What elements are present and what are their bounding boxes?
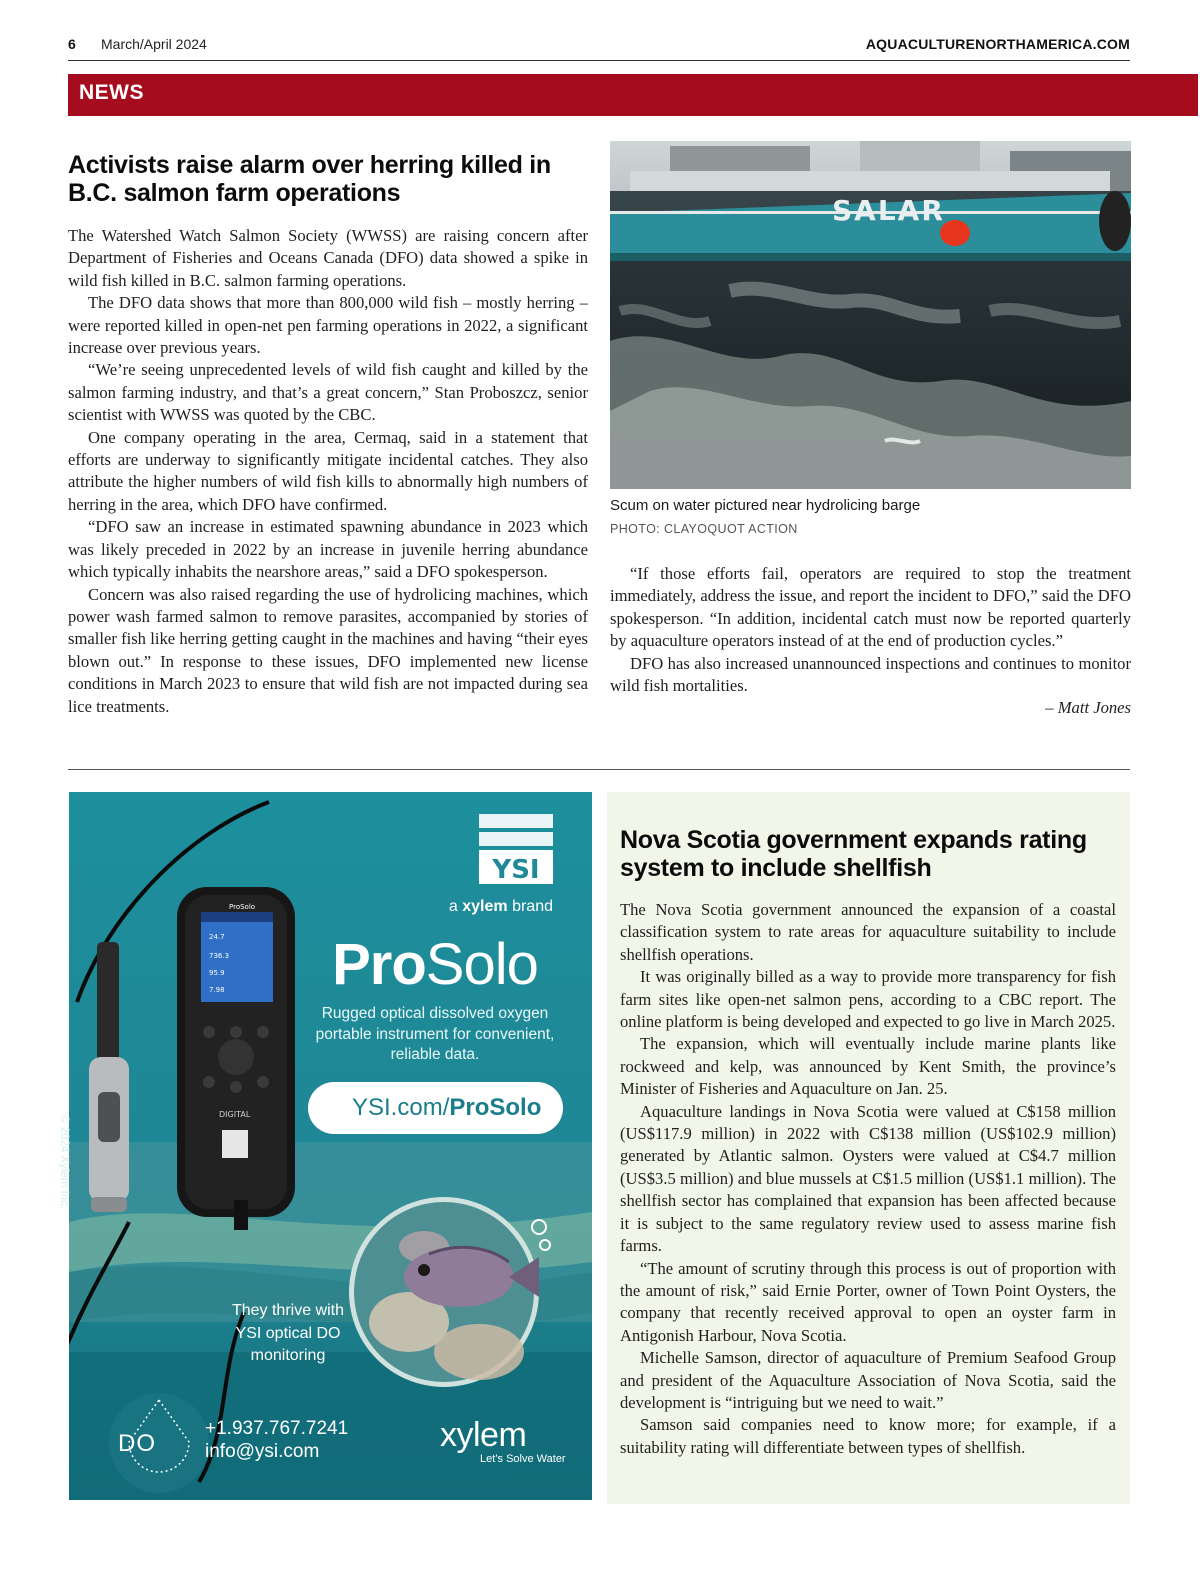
article-1-paragraph: One company operating in the area, Cermaq, said in a statement that efforts are underway to significantly mitigate incidental catches. They also attribute the higher numbers of wild fish kills to abnormally high numbers of herring in the area, which DFO have confirmed.: [68, 427, 588, 514]
article-2-paragraph: Michelle Samson, director of aquaculture of Premium Seafood Group and president of the Aquaculture Association of Nova Scotia, said the development is “intriguing but we need to wait.”: [620, 1348, 1116, 1412]
ad-subtitle: Rugged optical dissolved oxygen portable instrument for convenient, reliable data.: [315, 1005, 555, 1063]
photo-credit: PHOTO: CLAYOQUOT ACTION: [610, 522, 798, 536]
xylem-tagline: Let’s Solve Water: [480, 1453, 566, 1465]
ad-url-bold: ProSolo: [449, 1094, 542, 1121]
photo-caption: Scum on water pictured near hydrolicing barge: [610, 497, 921, 514]
page-number: 6: [68, 36, 76, 52]
article-1-paragraph: DFO has also increased unannounced inspections and continues to monitor wild fish mortalities.: [610, 653, 1131, 696]
ad-phone[interactable]: +1.937.767.7241: [205, 1418, 349, 1439]
ad-copyright: © 2024 Xylem Inc.: [58, 1115, 70, 1210]
article-2-paragraph: “The amount of scrutiny through this process is out of proportion with the amount of risk,” said Ernie Porter, owner of Town Point Oysters, the company that recently received approval to open an oyster farm in Antigonish Harbour, Nova Scotia.: [620, 1258, 1116, 1345]
ad-brand-bold: xylem: [462, 898, 508, 915]
article-1-column-1: [68, 225, 588, 718]
do-badge: DO: [118, 1430, 156, 1457]
article-2-headline: Nova Scotia government expands rating system to include shellfish: [620, 826, 1087, 882]
device-reading: 95.9: [209, 969, 225, 977]
ad-url-plain: YSI.com/: [352, 1094, 450, 1121]
article-1-paragraph: The Watershed Watch Salmon Society (WWSS) are raising concern after Department of Fisheries and Oceans Canada (DFO) data showed a spike in wild fish killed in B.C. salmon farming operations.: [68, 226, 588, 290]
device-brand-text: ProSolo: [229, 903, 256, 911]
article-1-paragraph: Concern was also raised regarding the use of hydrolicing machines, which power wash farmed salmon to remove parasites, accompanied by stories of smaller fish like herring getting caught in the machines and having “their eyes blown out.” In response to these issues, DFO implemented new license conditions in March 2023 to ensure that wild fish are not impacted during sea lice treatments.: [68, 584, 588, 716]
article-2-paragraph: Samson said companies need to know more; for example, if a suitability rating will differentiate between types of shellfish.: [620, 1415, 1116, 1457]
page-header: [68, 34, 1130, 54]
device-digital-label: DIGITAL: [219, 1110, 251, 1119]
barge-photo-illustration: [610, 141, 1131, 489]
section-label: NEWS: [79, 81, 144, 104]
xylem-logo: xylem: [440, 1416, 527, 1454]
prosolo-handheld-device: [177, 887, 295, 1230]
ad-brand-suffix: brand: [507, 898, 553, 915]
section-divider: [68, 769, 1130, 770]
article-1-paragraph: “If those efforts fail, operators are required to stop the treatment immediately, address the issue, and report the incident to DFO,” said the DFO spokesperson. “In addition, incidental catch must now be reported quarterly by aquaculture operators instead of at the end of production cycles.”: [610, 564, 1131, 651]
ad-url-link[interactable]: [352, 1094, 541, 1122]
article-1-paragraph: “We’re seeing unprecedented levels of wild fish caught and killed by the salmon farming industry, and that’s a great concern,” Stan Proboszcz, senior scientist with WWSS was quoted by the CBC.: [68, 360, 588, 425]
device-reading: 24.7: [209, 933, 225, 941]
boat-lettering: SALAR: [832, 194, 945, 227]
ad-thrive-text: They thrive with YSI optical DO monitoring: [231, 1302, 345, 1364]
article-2-paragraph: The Nova Scotia government announced the expansion of a coastal classification system to rate areas for aquaculture suitability to include shellfish operations.: [620, 900, 1116, 964]
article-2-paragraph: Aquaculture landings in Nova Scotia were valued at C$158 million (US$117.9 million) in 2022 with C$138 million (US$102.9 million) generated by Atlantic salmon. Oysters were valued at C$4.7 million (US$3.5 million) and blue mussels at C$1.5 million (US$1.1 million). The shellfish sector has complained that expansion has been affected because it is subject to the same regulatory review used to assess marine fish farms.: [620, 1101, 1116, 1256]
ad-product-bold: Pro: [332, 932, 426, 997]
article-2-body: [620, 899, 1116, 1459]
article-2-paragraph: It was originally billed as a way to provide more transparency for fish farm sites like open-net salmon pens, according to a CBC report. The online platform is being developed and expected to go live in March 2025.: [620, 967, 1116, 1032]
site-url[interactable]: AQUACULTURENORTHAMERICA.COM: [865, 36, 1130, 52]
ad-product-name: [310, 932, 560, 998]
ad-product-light: Solo: [425, 932, 538, 997]
article-1-paragraph: “DFO saw an increase in estimated spawning abundance in 2023 which was likely preceded in 2022 by an increase in juvenile herring abundance which typically inhabits the nearshore areas,” said a DFO spokesperson.: [68, 517, 588, 582]
article-1-byline: – Matt Jones: [1045, 698, 1131, 718]
ad-email[interactable]: info@ysi.com: [205, 1441, 320, 1462]
section-banner: [68, 74, 1198, 116]
header-rule: [68, 60, 1130, 61]
article-1-photo: [610, 141, 1131, 489]
article-1-headline: Activists raise alarm over herring killed in B.C. salmon farm operations: [68, 151, 551, 207]
article-1-column-2: [610, 563, 1131, 720]
issue-date: March/April 2024: [101, 36, 207, 52]
device-reading: 736.3: [209, 952, 230, 960]
article-2-paragraph: The expansion, which will eventually include marine plants like rockweed and kelp, was announced by Kent Smith, the province’s Minister of Fisheries and Aquaculture on Jan. 25.: [620, 1034, 1116, 1099]
ad-brand-prefix: a: [448, 898, 463, 915]
ysi-logo-text: YSI: [492, 855, 540, 885]
article-1-paragraph: The DFO data shows that more than 800,000 wild fish – mostly herring – were reported killed in open-net pen farming operations in 2022, a significant increase over previous years.: [68, 293, 588, 358]
ad-brand-line: [300, 898, 553, 916]
device-reading: 7.98: [209, 986, 225, 994]
